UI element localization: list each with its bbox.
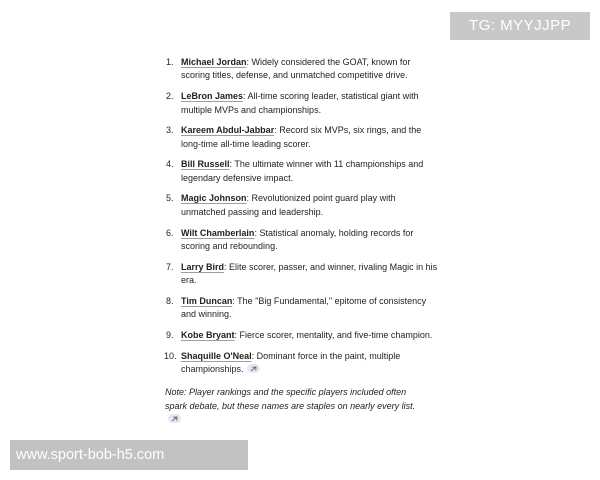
player-name-link[interactable]: Kareem Abdul-Jabbar [181,125,275,136]
list-item [165,261,440,288]
list-item [165,329,440,342]
player-name-link[interactable]: LeBron James [181,91,244,102]
list-item [165,192,440,219]
player-description: : Fierce scorer, mentality, and five-time champion. [234,329,433,340]
player-description: : Record six MVPs, six rings, and the long-time all-time leading scorer. [181,125,422,149]
player-name-link[interactable]: Michael Jordan [181,57,247,67]
player-description: : Widely considered the GOAT, known for scoring titles, defense, and unmatched competitive drive. [181,57,411,81]
list-item [165,56,440,83]
rank-number: 3. [166,125,174,136]
rank-number: 1. [166,57,174,67]
list-item [165,295,440,322]
player-name-link[interactable]: Shaquille O'Neal [181,350,252,361]
link-icon [250,366,257,372]
list-item [165,227,440,254]
player-name-link[interactable]: Magic Johnson [181,193,247,204]
player-name-link[interactable]: Tim Duncan [181,295,233,306]
list-item [165,124,440,151]
player-name-link[interactable]: Larry Bird [181,261,225,272]
rank-number: 6. [166,227,174,238]
player-description: : The "Big Fundamental," epitome of consistency and winning. [181,295,427,320]
player-description: : Revolutionized point guard play with unmatched passing and leadership. [181,193,396,217]
player-description: : All-time scoring leader, statistical giant with multiple MVPs and championships. [181,91,419,115]
rank-number: 7. [166,261,174,272]
watermark-bottom: www.sport-bob-h5.com [10,440,248,470]
rank-number: 10. [164,350,177,361]
citation-chip[interactable] [168,414,181,423]
player-description: : The ultimate winner with 11 championships and legendary defensive impact. [181,159,424,183]
player-name-link[interactable]: Wilt Chamberlain [181,227,255,238]
note-text: Note: Player rankings and the specific players included often spark debate, but these names are staples on nearly every list. [165,387,416,411]
rank-number: 5. [166,193,174,204]
list-item [165,158,440,185]
player-description: : Statistical anomaly, holding records for scoring and rebounding. [181,227,414,251]
player-description: : Dominant force in the paint, multiple championships. [181,350,401,374]
rank-number: 4. [166,159,174,170]
response-content [165,56,440,427]
rank-number: 2. [166,91,174,102]
rank-number: 9. [166,329,174,340]
watermark-top: TG: MYYJJPP [450,12,590,40]
list-item [165,350,440,377]
player-description: : Elite scorer, passer, and winner, rivaling Magic in his era. [181,261,438,286]
player-name-link[interactable]: Kobe Bryant [181,329,235,340]
citation-chip[interactable] [247,364,260,373]
player-name-link[interactable]: Bill Russell [181,159,230,170]
disclaimer-note [165,386,423,426]
player-ranking-list [165,56,440,376]
link-icon [171,416,178,422]
rank-number: 8. [166,295,174,306]
list-item [165,90,440,117]
